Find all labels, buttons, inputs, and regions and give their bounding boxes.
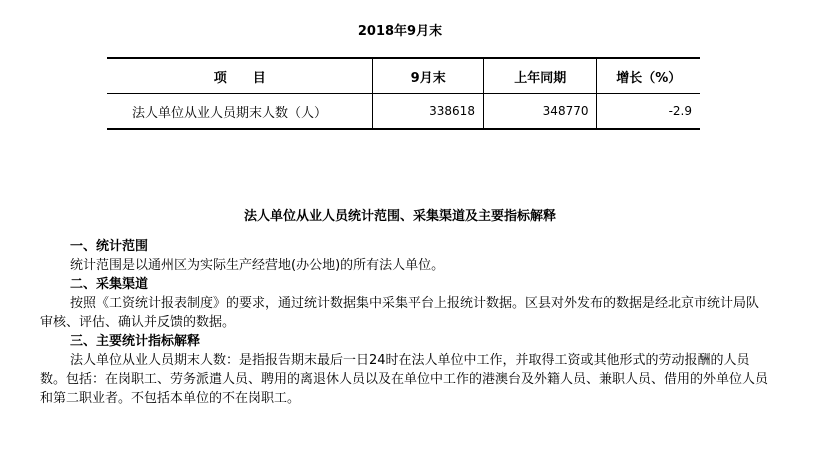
row-last-year: 348770	[483, 94, 597, 130]
header-growth: 增长（%）	[597, 58, 700, 94]
section-heading-indicators: 三、主要统计指标解释	[70, 334, 201, 349]
table-header-row	[107, 58, 700, 94]
row-growth: -2.9	[597, 94, 700, 130]
report-title: 2018年9月末	[357, 24, 443, 39]
section-text-scope: 统计范围是以通州区为实际生产经营地(办公地)的所有法人单位。	[70, 258, 445, 273]
stats-table	[107, 57, 700, 130]
row-item: 法人单位从业人员期末人数（人）	[132, 105, 328, 121]
section-heading-scope: 一、统计范围	[70, 239, 149, 254]
header-item: 项 目	[213, 70, 266, 86]
row-current: 338618	[373, 94, 484, 130]
table-row	[107, 94, 700, 130]
section-text-indicators: 法人单位从业人员期末人数：是指报告期末最后一日24时在法人单位中工作，并取得工资或其他形式的劳动报酬的人员数。包括：在岗职工、劳务派遣人员、聘用的离退休人员以及在单位中工作的港澳台及外籍人员、兼职人员、借用的外单位人员和第二职业者。不包括本单位的不在岗职工。	[40, 353, 769, 406]
notes-title: 法人单位从业人员统计范围、采集渠道及主要指标解释	[243, 209, 556, 224]
header-last-year: 上年同期	[483, 58, 597, 94]
section-text-channel: 按照《工资统计报表制度》的要求，通过统计数据集中采集平台上报统计数据。区县对外发布的数据是经北京市统计局队审核、评估、确认并反馈的数据。	[40, 296, 760, 330]
section-heading-channel: 二、采集渠道	[70, 277, 149, 292]
header-current: 9月末	[373, 58, 484, 94]
notes-body	[40, 237, 770, 408]
